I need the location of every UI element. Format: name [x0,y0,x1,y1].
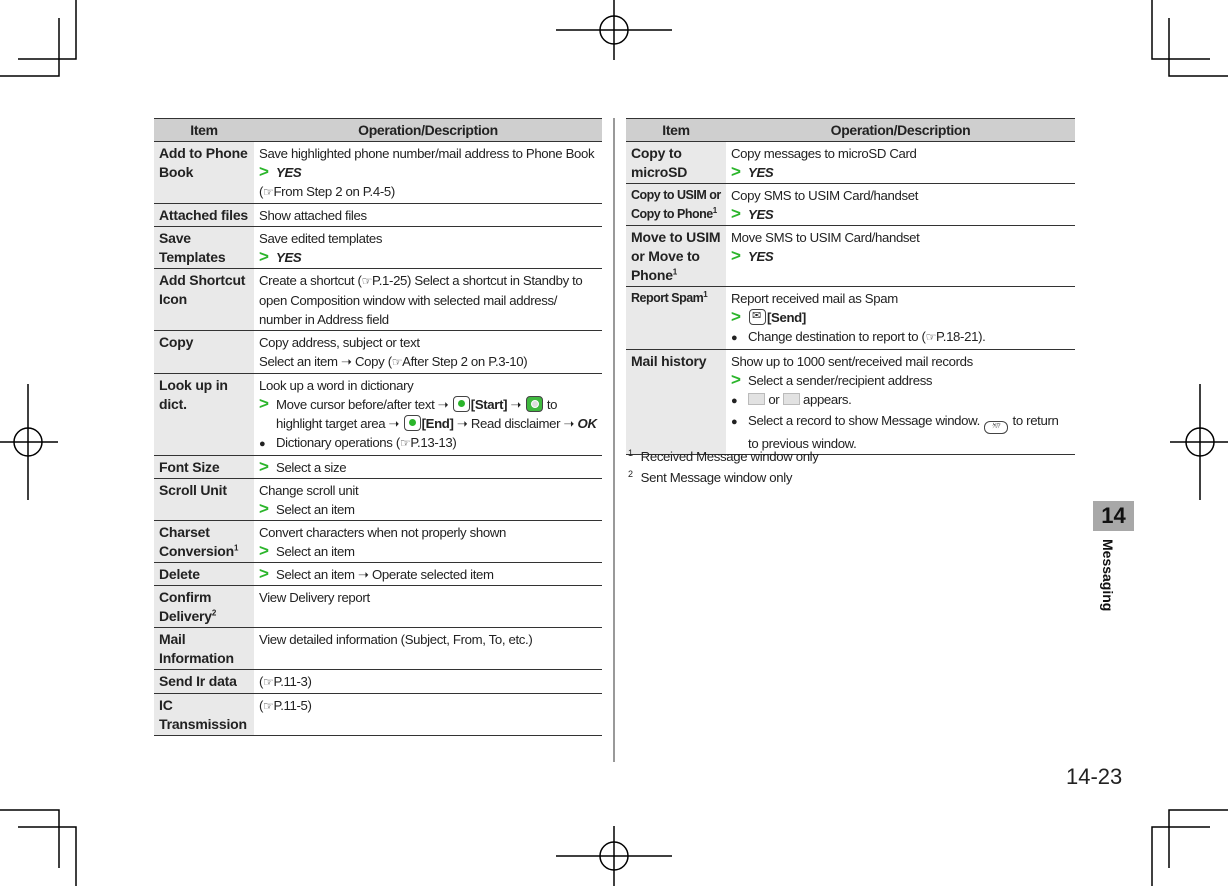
item-label: Report Spam [631,291,704,305]
pointing-hand-icon: ☞ [925,330,937,344]
operation-step [259,163,597,182]
table-row [626,226,1075,287]
bullet-icon: ● [731,416,738,428]
column-header-description: Operation/Description [254,119,602,142]
text: to highlight target area [276,397,558,431]
item-label: Send Ir data [159,673,237,689]
item-name [154,374,254,456]
item-label: Delete [159,566,200,582]
description-line [259,588,597,607]
description-line [259,352,597,372]
item-name [154,479,254,521]
text: Operate selected item [368,567,494,582]
description-line [259,523,597,542]
text: Change scroll unit [259,483,359,498]
item-label: Copy [159,334,194,350]
arrow-icon: ➝ [456,416,468,431]
table-row [626,287,1075,350]
description-line [259,333,597,352]
bullet-icon: ● [731,395,738,407]
item-description [726,287,1075,350]
item-label: Font Size [159,459,220,475]
text: ( [259,674,264,689]
operation-step [731,308,1070,327]
arrow-icon: ➝ [563,416,575,431]
text: Move cursor before/after text [276,397,438,412]
table-row [626,350,1075,455]
reference-text: P.11-3 [273,674,308,689]
text: Change destination to report to ( [748,329,926,344]
table-row [154,586,602,628]
emphasis-text: YES [748,165,774,180]
table-row [154,204,602,227]
footnote-ref: 1 [672,267,678,277]
text: or [765,392,783,407]
emphasis-text: YES [276,250,302,265]
step-arrow-icon: > [731,370,741,389]
item-name [154,586,254,628]
item-name [154,670,254,694]
chapter-number-tab: 14 [1093,501,1134,531]
column-header-description: Operation/Description [726,119,1075,142]
key-label: [Send] [767,310,806,325]
item-description [254,142,602,204]
page-reference [400,435,452,450]
item-label: Add to Phone Book [159,145,248,180]
item-name [154,227,254,269]
text [448,397,451,412]
text: ( [259,698,264,713]
text: Look up a word in dictionary [259,378,414,393]
key-label: [End] [421,416,454,431]
description-line [259,696,597,716]
footnote-marker: 1 [628,447,633,458]
footnote-ref: 2 [211,608,217,618]
table-row [154,670,602,694]
item-name [154,142,254,204]
options-table-left [154,118,602,736]
key-label: [Start] [470,397,508,412]
column-header-item: Item [626,119,726,142]
item-name [154,204,254,227]
item-description [254,521,602,563]
bullet-note [259,433,597,454]
page-reference [263,184,391,199]
text: Select a size [276,460,347,475]
page-reference [392,354,524,369]
item-description [254,479,602,521]
item-label: Attached files [159,207,248,223]
item-name [154,456,254,479]
footnote-ref: 1 [234,543,239,553]
description-line [259,144,597,163]
operation-step [259,458,597,477]
item-name [154,521,254,563]
emphasis-text: YES [276,165,302,180]
item-description [726,226,1075,287]
table-row [154,331,602,374]
item-description [254,456,602,479]
operation-step [731,163,1070,182]
description-line [731,186,1070,205]
chapter-label: Messaging [1100,539,1116,612]
emphasis-text: YES [748,249,774,264]
table-row [154,521,602,563]
emphasis-text: YES [748,207,774,222]
item-name [154,628,254,670]
step-arrow-icon: > [259,394,269,413]
page-number: 14-23 [1066,764,1123,789]
table-row [154,142,602,204]
table-row [154,479,602,521]
footnote-ref: 1 [703,289,708,299]
footnote [628,470,792,485]
text: Show attached files [259,208,367,223]
item-name [626,350,726,455]
table-row [154,269,602,331]
text: Move SMS to USIM Card/handset [731,230,920,245]
table-row [626,142,1075,184]
table-row [154,628,602,670]
item-name [626,184,726,226]
item-label: Mail history [631,353,707,369]
text: View detailed information (Subject, From, To, etc.) [259,632,533,647]
operation-step [259,565,597,584]
page-reference [926,329,978,344]
item-label: Scroll Unit [159,482,227,498]
arrow-icon: ➝ [357,567,369,582]
table-row [626,184,1075,226]
text: Select a sender/recipient address [748,373,933,388]
item-name [626,287,726,350]
text: appears. [799,392,852,407]
column-divider [613,118,615,762]
step-arrow-icon: > [259,541,269,560]
description-line [259,229,597,248]
operation-step [731,205,1070,224]
reference-text: P.1-25 [371,273,408,288]
item-description [726,350,1075,455]
text: Copy address, subject or text [259,335,420,350]
bullet-icon: ● [731,332,738,344]
pointing-hand-icon: ☞ [391,355,403,369]
bullet-note [731,411,1070,453]
operation-step [259,500,597,519]
text: ) Select a shortcut in Standby to open Composition window with selected mail address/ number in Address field [259,273,583,327]
step-arrow-icon: > [259,457,269,476]
step-arrow-icon: > [259,162,269,181]
item-label: Copy to USIM or Copy to Phone [631,188,721,221]
item-description [726,142,1075,184]
pointing-hand-icon: ☞ [263,675,274,689]
text: ) [390,184,395,199]
reference-text: P.18-21 [936,329,979,344]
description-line [259,481,597,500]
reference-text: After Step 2 on P.3-10 [402,354,524,369]
operation-step [731,371,1070,390]
footnote-marker: 2 [628,468,633,479]
item-description [254,374,602,456]
item-label: Save Templates [159,230,226,265]
sent-mail-icon [783,393,800,405]
operation-step [259,395,597,433]
item-description [726,184,1075,226]
item-name [154,563,254,586]
item-label: Move to USIM or Move to Phone [631,229,721,283]
operation-step [731,247,1070,266]
item-name [154,694,254,736]
arrow-icon: ➝ [510,397,522,412]
item-label: Copy to microSD [631,145,688,180]
item-label: Mail Information [159,631,234,666]
step-arrow-icon: > [259,247,269,266]
pointing-hand-icon: ☞ [263,185,274,199]
item-label: IC Transmission [159,697,247,732]
description-line [731,228,1070,247]
description-line [259,206,597,225]
arrow-icon: ➝ [388,416,400,431]
bullet-note [731,390,1070,411]
item-description [254,670,602,694]
operation-step [259,542,597,561]
operation-step [259,248,597,267]
reference-text: From Step 2 on P.4-5 [273,184,391,199]
description-line [731,144,1070,163]
step-arrow-icon: > [259,564,269,583]
text: Select a record to show Message window. [748,413,984,428]
step-arrow-icon: > [731,246,741,265]
text: Convert characters when not properly shown [259,525,506,540]
page-reference [263,674,308,689]
item-label: Confirm Delivery [159,589,212,624]
item-label: Look up in dict. [159,377,228,412]
item-description [254,694,602,736]
received-mail-icon [748,393,765,405]
item-description [254,269,602,331]
text: Read disclaimer [467,416,564,431]
description-line [259,376,597,395]
arrow-icon: ➝ [437,397,449,412]
text: Select an item [276,544,355,559]
page-reference [362,273,407,288]
text: Save edited templates [259,231,383,246]
text: ( [259,184,264,199]
item-name [154,269,254,331]
text: Create a shortcut ( [259,273,362,288]
navigation-key-icon [526,396,543,412]
reference-text: P.13-13 [410,435,453,450]
text [521,397,524,412]
item-name [154,331,254,374]
table-row [154,374,602,456]
center-key-icon [404,415,421,431]
text: ). [978,329,986,344]
options-table-right [626,118,1075,455]
footnote-text: Received Message window only [640,449,819,464]
arrow-icon: ➝ [340,354,352,369]
text: Select an item [276,567,358,582]
table-row [154,456,602,479]
item-description [254,204,602,227]
item-description [254,563,602,586]
step-arrow-icon: > [259,499,269,518]
bullet-note [731,327,1070,348]
text: ) [307,674,312,689]
item-description [254,331,602,374]
item-description [254,586,602,628]
text: Copy SMS to USIM Card/handset [731,188,919,203]
text: Copy ( [351,354,392,369]
text: Save highlighted phone number/mail address to Phone Book [259,146,595,161]
text: ) [307,698,312,713]
text: Show up to 1000 sent/received mail records [731,354,973,369]
text: Select an item [276,502,355,517]
text: Report received mail as Spam [731,291,898,306]
item-description [254,628,602,670]
text: View Delivery report [259,590,370,605]
pointing-hand-icon: ☞ [399,436,411,450]
item-name [626,226,726,287]
item-name [626,142,726,184]
description-line [259,182,597,202]
mail-key-icon [749,309,766,325]
step-arrow-icon: > [731,162,741,181]
text: Dictionary operations ( [276,435,400,450]
center-key-icon [453,396,470,412]
clear-key-icon: ｸﾘｱ [984,421,1008,434]
pointing-hand-icon: ☞ [263,699,274,713]
step-arrow-icon: > [731,204,741,223]
description-line [731,289,1070,308]
item-label: Charset Conversion [159,524,235,559]
description-line [259,630,597,649]
text: to return to previous window. [748,413,1059,451]
description-line [259,672,597,692]
description-line [259,271,597,329]
pointing-hand-icon: ☞ [361,274,372,288]
footnote [628,449,819,464]
text: Select an item [259,354,341,369]
table-row [154,227,602,269]
reference-text: P.11-5 [273,698,308,713]
table-row [154,694,602,736]
step-arrow-icon: > [731,307,741,326]
footnote-text: Sent Message window only [640,470,793,485]
text: ) [452,435,457,450]
text: Copy messages to microSD Card [731,146,917,161]
description-line [731,352,1070,371]
page-reference [263,698,308,713]
emphasis-text: OK [577,416,597,431]
table-row [154,563,602,586]
column-header-item: Item [154,119,254,142]
item-description [254,227,602,269]
footnote-ref: 1 [712,205,717,215]
text: ) [523,354,528,369]
item-label: Add Shortcut Icon [159,272,246,307]
text [399,416,402,431]
bullet-icon: ● [259,438,266,450]
